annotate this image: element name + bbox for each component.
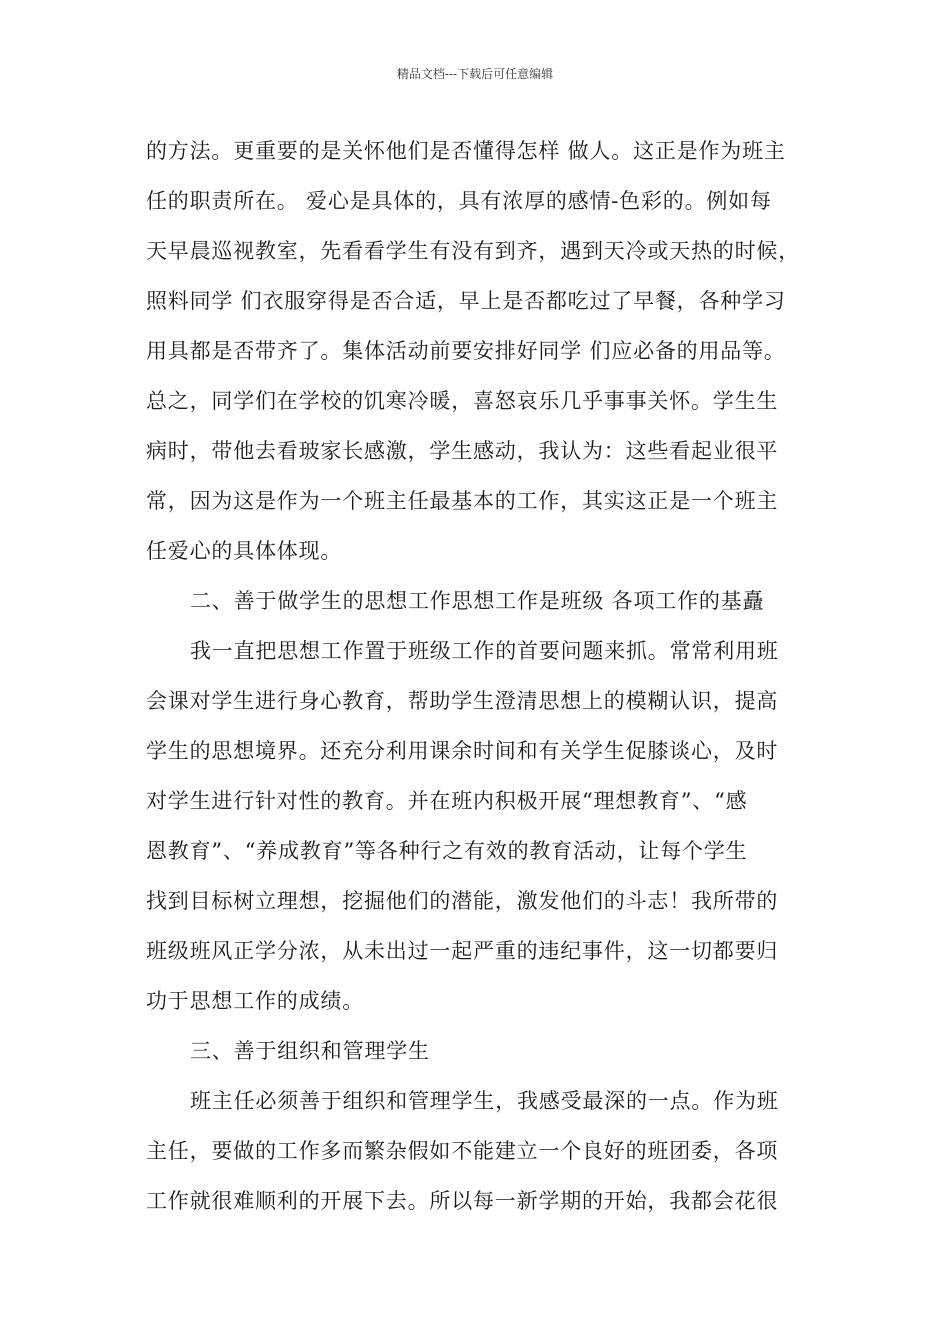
document-body — [146, 126, 826, 1226]
paragraph-start-line: 班主任必须善于组织和管理学生，我感受最深的一点。作为班 — [190, 1089, 779, 1113]
text-line: 班级班风正学分浓，从未出过一起严重的违纪事件，这一切都要归 — [146, 939, 779, 963]
text-line: 的方法。更重要的是关怀他们是否懂得怎样 做人。这正是作为班主 — [146, 139, 786, 163]
text-line: 主任，要做的工作多而繁杂假如不能建立一个良好的班团委，各项 — [146, 1139, 779, 1163]
text-line: 工作就很难顺利的开展下去。所以每一新学期的开始，我都会花很 — [146, 1189, 779, 1213]
paragraph-start-line: 我一直把思想工作置于班级工作的首要问题来抓。常常利用班 — [190, 639, 779, 663]
text-line: 病时，带他去看玻家长感激，学生感动，我认为：这些看起业很平 — [146, 439, 779, 463]
section-heading: 三、善于组织和管理学生 — [190, 1039, 430, 1063]
text-line: 功于思想工作的成绩。 — [146, 989, 364, 1013]
text-line: 对学生进行针对性的教育。并在班内积极开展“理想教育”、“感 — [146, 789, 748, 813]
text-line: 任爱心的具体体现。 — [146, 539, 343, 563]
page-header: 精品文档---下载后可任意编辑 — [396, 67, 554, 81]
text-line: 找到目标树立理想，挖掘他们的潜能，激发他们的斗志！我所带的 — [146, 889, 779, 913]
text-line: 照料同学 们衣服穿得是否合适，早上是否都吃过了早餐，各种学习 — [146, 289, 786, 313]
text-line: 任的职责所在。 爱心是具体的，具有浓厚的感情-色彩的。例如每 — [146, 189, 772, 213]
text-line: 天早晨巡视教室，先看看学生有没有到齐，遇到天冷或天热的时候， — [146, 239, 800, 263]
text-line: 用具都是否带齐了。集体活动前要安排好同学 们应必备的用品等。 — [146, 339, 786, 363]
text-line: 学生的思想境界。还充分利用课余时间和有关学生促膝谈心，及时 — [146, 739, 779, 763]
text-line: 恩教育”、“养成教育”等各种行之有效的教育活动，让每个学生 — [146, 839, 748, 863]
text-line: 总之，同学们在学校的饥寒冷暖，喜怒哀乐几乎事事关怀。学生生 — [146, 389, 779, 413]
text-line: 常，因为这是作为一个班主任最基本的工作，其实这正是一个班主 — [146, 489, 779, 513]
text-line: 会课对学生进行身心教育，帮助学生澄清思想上的模糊认识，提高 — [146, 689, 779, 713]
section-heading: 二、善于做学生的思想工作思想工作是班级 各项工作的基矗 — [190, 589, 765, 613]
